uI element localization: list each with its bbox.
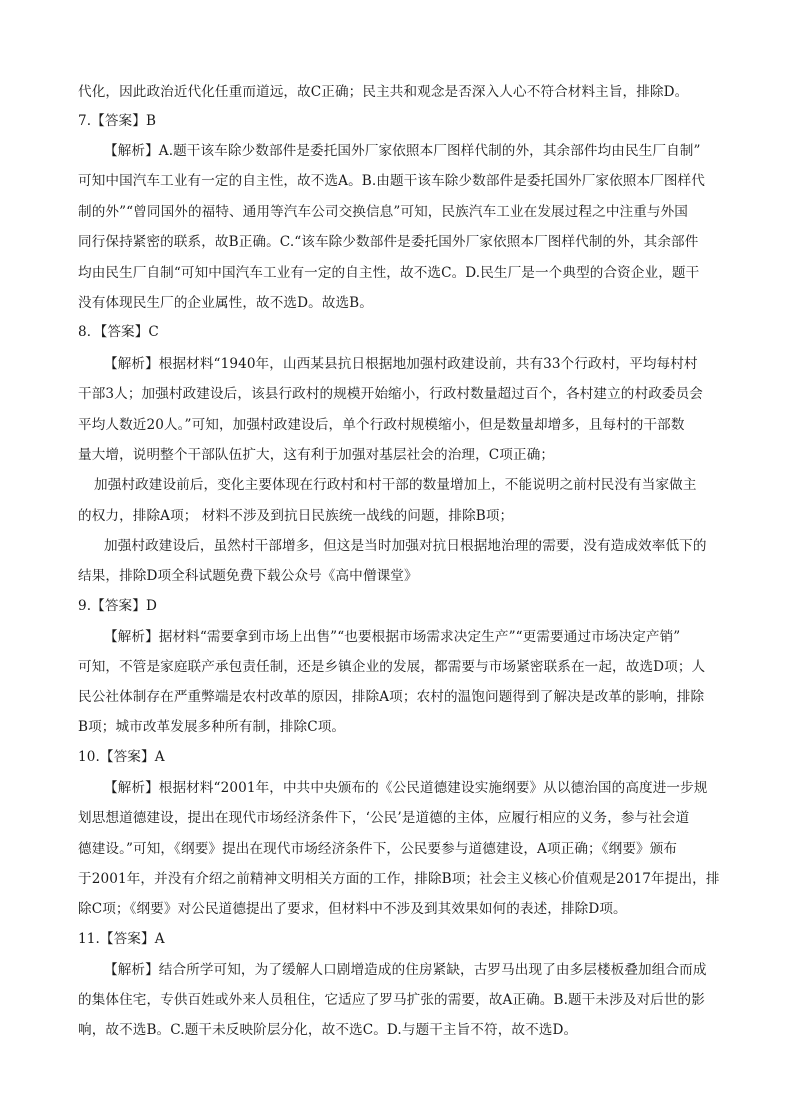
answer-heading: 7.【答案】B (78, 113, 157, 129)
text-line: 响，故不选B。C.题干未反映阶层分化，故不选C。D.与题干主旨不符，故不选D。 (78, 1022, 578, 1038)
answer-heading: 9.【答案】D (78, 598, 157, 614)
text-line: 代化，因此政治近代化任重而道远，故C正确；民主共和观念是否深入人心不符合材料主旨，排除D。 (78, 84, 689, 100)
text-line: 可知中国汽车工业有一定的自主性，故不选A。B.由题干该车除少数部件是委托国外厂家依照本厂图样代 (78, 173, 705, 189)
text-line: 结果，排除D项全科试题免费下载公众号《高中僧课堂》 (78, 568, 418, 584)
analysis-line: 【解析】根据材料“2001年，中共中央颁布的《公民道德建设实施纲要》从以德治国的高度进一步规 (104, 780, 708, 796)
text-line: 德建设。”可知，《纲要》提出在现代市场经济条件下，公民要参与道德建设，A项正确；《纲要》颁布 (78, 841, 678, 857)
text-line: 均由民生厂自制“可知中国汽车工业有一定的自主性，故不选C。D.民生厂是一个典型的合资企业，题干 (78, 265, 700, 281)
text-line: 民公社体制存在严重弊端是农村改革的原因，排除A项；农村的温饱问题得到了解决是改革的影响，排除 (78, 689, 705, 705)
text-line: 除C项；《纲要》对公民道德提出了要求，但材料中不涉及到其效果如何的表述，排除D项。 (78, 901, 627, 917)
text-line: B项；城市改革发展多种所有制，排除C项。 (78, 719, 346, 735)
text-line: 可知，不管是家庭联产承包责任制，还是乡镇企业的发展，都需要与市场紧密联系在一起，故选D项；人 (78, 659, 706, 675)
text-line: 加强村政建设前后，变化主要体现在行政村和村干部的数量增加上，不能说明之前村民没有当家做主 (94, 477, 697, 493)
text-line: 制的外”“曾同国外的福特、通用等汽车公司交换信息”可知，民族汽车工业在发展过程之中注重与外国 (78, 204, 688, 220)
text-line: 没有体现民生厂的企业属性，故不选D。故选B。 (78, 295, 373, 311)
analysis-line: 【解析】A.题干该车除少数部件是委托国外厂家依照本厂图样代制的外，其余部件均由民生厂自制” (104, 143, 701, 159)
analysis-line: 【解析】根据材料“1940年，山西某县抗日根据地加强村政建设前，共有33个行政村，平均每村村 (104, 356, 698, 372)
answer-heading: 10.【答案】A (78, 749, 165, 765)
text-line: 划思想道德建设，提出在现代市场经济条件下，‘公民’是道德的主体，应履行相应的义务，参与社会道 (78, 810, 690, 826)
text-line: 同行保持紧密的联系，故B正确。C.“该车除少数部件是委托国外厂家依照本厂图样代制的外，其余部件 (78, 234, 699, 250)
text-line: 平均人数近20人。”可知，加强村政建设后，单个行政村规模缩小，但是数量却增多，且每村的干部数 (78, 417, 685, 433)
analysis-line: 【解析】结合所学可知，为了缓解人口剧增造成的住房紧缺，古罗马出现了由多层楼板叠加组合而成 (104, 962, 707, 978)
text-line: 加强村政建设后，虽然村干部增多，但这是当时加强对抗日根据地治理的需要，没有造成效率低下的 (104, 538, 707, 554)
answer-heading: 8．【答案】C (78, 324, 159, 340)
text-line: 于2001年，并没有介绍之前精神文明相关方面的工作，排除B项；社会主义核心价值观是2017年提出，排 (78, 871, 720, 887)
analysis-line: 【解析】据材料“需要拿到市场上出售”“也要根据市场需求决定生产”“更需要通过市场决定产销” (104, 629, 681, 645)
text-line: 的权力，排除A项； 材料不涉及到抗日民族统一战线的问题，排除B项； (78, 508, 514, 524)
text-line: 干部3人；加强村政建设后，该县行政村的规模开始缩小，行政村数量超过百个，各村建立的村政委员会 (78, 386, 703, 402)
text-line: 的集体住宅，专供百姓或外来人员租住，它适应了罗马扩张的需要，故A正确。B.题干未涉及对后世的影 (78, 992, 705, 1008)
answer-heading: 11.【答案】A (78, 931, 165, 947)
text-line: 量大增，说明整个干部队伍扩大，这有利于加强对基层社会的治理，C项正确； (78, 447, 555, 463)
